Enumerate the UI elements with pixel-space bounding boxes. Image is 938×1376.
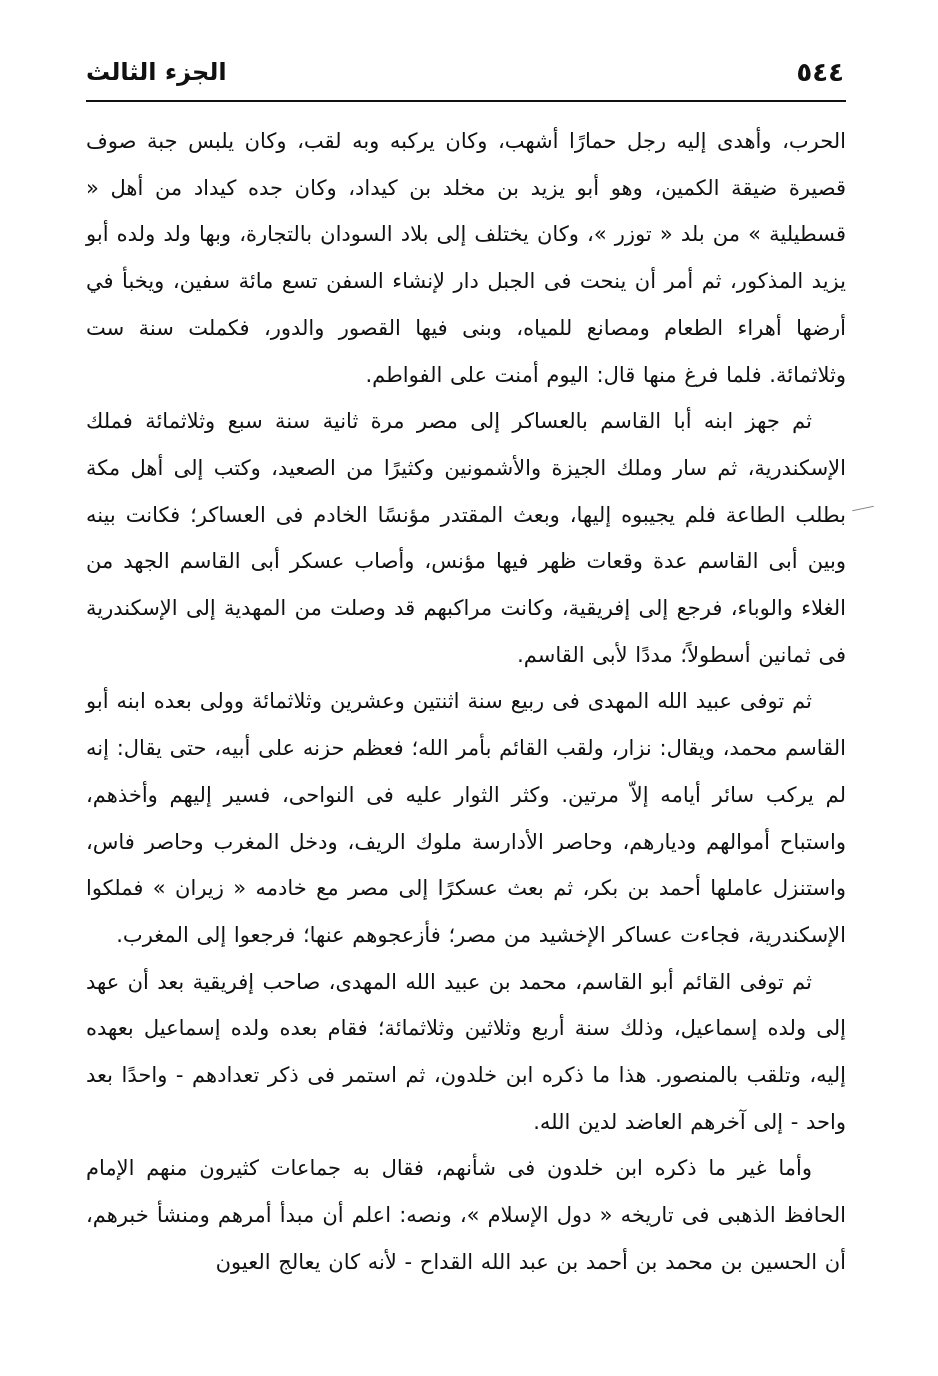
paragraph-5: وأما غير ما ذكره ابن خلدون فى شأنهم، فقال به جماعات كثيرون منهم الإمام الحافظ الذهبى فى تاريخه « دول الإسلام »، ونصه: اعلم أن مبدأ أمرهم ومنشأ خبرهم، أن الحسين بن محمد بن أحمد بن عبد الله القداح - لأنه كان يعالج العيون [86,1156,846,1274]
paragraph-3: ثم توفى عبيد الله المهدى فى ربيع سنة اثنتين وعشرين وثلاثمائة وولى بعده ابنه أبو القاسم محمد، ويقال: نزار، ولقب القائم بأمر الله؛ فعظم حزنه على أبيه، حتى يقال: إنه لم يركب سائر أيامه إلاّ مرتين. وكثر الثوار عليه فى النواحى، فسير إليهم وأخذهم، واستباح أموالهم وديارهم، وحاصر الأدارسة ملوك الريف، ودخل المغرب وحاصر فاس، واستنزل عاملها أحمد بن بكر، ثم بعث عسكرًا إلى مصر مع خادمه « زيران » فملكوا الإسكندرية، فجاءت عساكر الإخشيد من مصر؛ فأزعجوهم عنها؛ فرجعوا إلى المغرب. [86,689,846,947]
margin-mark [852,506,874,512]
paragraph-4: ثم توفى القائم أبو القاسم، محمد بن عبيد الله المهدى، صاحب إفريقية بعد أن عهد إلى ولده إسماعيل، وذلك سنة أربع وثلاثين وثلاثمائة؛ فقام بعده ولده إسماعيل بعهده إليه، وتلقب بالمنصور. هذا ما ذكره ابن خلدون، ثم استمر فى ذكر تعدادهم - واحدًا بعد واحد - إلى آخرهم العاضد لدين الله. [86,969,846,1134]
page-header [86,54,844,98]
paragraph-2: ثم جهز ابنه أبا القاسم بالعساكر إلى مصر مرة ثانية سنة سبع وثلاثمائة فملك الإسكندرية، ثم سار وملك الجيزة والأشمونين وكثيرًا من الصعيد، وكتب إلى أهل مكة بطلب الطاعة فلم يجيبوه إليها، وبعث المقتدر مؤنسًا الخادم فى العساكر؛ فكانت بينه وبين أبى القاسم عدة وقعات ظهر فيها مؤنس، وأصاب عسكر أبى القاسم الجهد من الغلاء والوباء، فرجع إلى إفريقية، وكانت مراكبهم قد وصلت من المهدية إلى الإسكندرية فى ثمانين أسطولاً؛ مددًا لأبى القاسم. [86,409,846,667]
page-number: ٥٤٤ [796,58,844,88]
running-title: الجزء الثالث [86,58,227,86]
body-text [86,118,846,1286]
paragraph-1: الحرب، وأهدى إليه رجل حمارًا أشهب، وكان يركبه وبه لقب، وكان يلبس جبة صوف قصيرة ضيقة الكمين، وهو أبو يزيد بن مخلد بن كيداد، وكان جده كيداد من أهل « قسطيلية » من بلد « توزر »، وكان يختلف إلى بلاد السودان بالتجارة، وبها ولد ولده أبو يزيد المذكور، ثم أمر أن ينحت فى الجبل دار لإنشاء السفن تسع مائة سفين، ويخبأ في أرضها أهراء الطعام ومصانع للمياه، وبنى فيها القصور والدور، فكملت سنة ست وثلاثمائة. فلما فرغ منها قال: اليوم أمنت على الفواطم. [86,129,846,387]
header-rule [86,100,846,102]
